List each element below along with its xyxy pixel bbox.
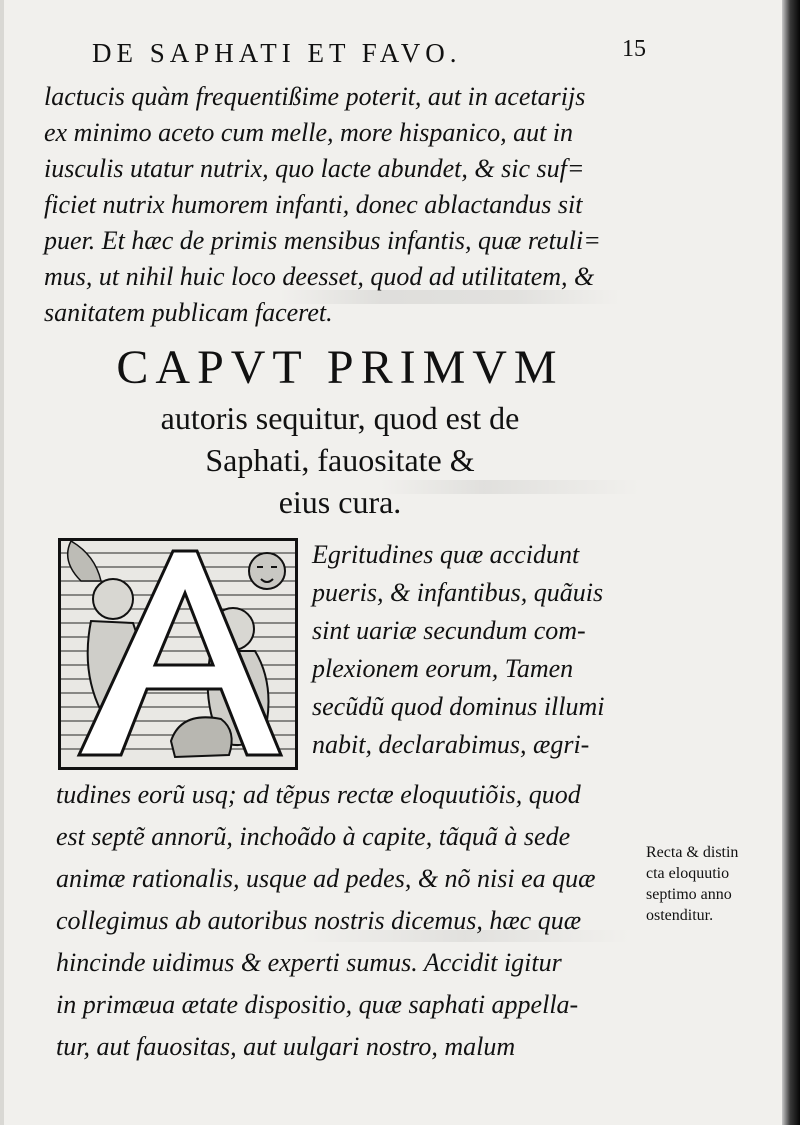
marginal-note-line: ostenditur.: [646, 907, 714, 924]
page-number: 15: [622, 36, 646, 62]
intro-line: puer. Et hæc de primis mensibus infantis, quæ retuli=: [44, 226, 601, 255]
page-edge: [0, 0, 4, 1125]
intro-line: mus, ut nihil huic loco deesset, quod ad utilitatem, &: [44, 262, 595, 291]
decorated-initial: [58, 538, 298, 770]
paragraph-line: tudines eorũ usq; ad tẽpus rectæ eloquutiõis, quod: [56, 780, 581, 809]
woodcut-initial-icon: [61, 541, 295, 767]
paragraph-line: hincinde uidimus & experti sumus. Accidit igitur: [56, 948, 562, 977]
intro-line: iusculis utatur nutrix, quo lacte abundet, & sic suf=: [44, 154, 585, 183]
marginal-note-line: septimo anno: [646, 886, 732, 903]
book-gutter: [782, 0, 800, 1125]
paragraph-line: est septẽ annorũ, inchoãdo à capite, tãquã à sede: [56, 822, 571, 851]
paragraph-line: plexionem eorum, Tamen: [312, 654, 574, 683]
paragraph-line: animæ rationalis, usque ad pedes, & nõ nisi ea quæ: [56, 864, 596, 893]
paragraph-line: secũdũ quod dominus illumi: [312, 692, 605, 721]
paragraph-line: pueris, & infantibus, quãuis: [312, 578, 604, 607]
chapter-subtitle-line: autoris sequitur, quod est de: [160, 400, 520, 436]
intro-line: ex minimo aceto cum melle, more hispanico, aut in: [44, 118, 574, 147]
marginal-note: [646, 842, 778, 926]
paragraph-line: nabit, declarabimus, ægri-: [312, 730, 590, 759]
marginal-note-line: cta eloquutio: [646, 865, 730, 882]
marginal-note-line: Recta & distin: [646, 844, 739, 861]
paragraph-line: sint uariæ secundum com-: [312, 616, 586, 645]
paragraph-line: collegimus ab autoribus nostris dicemus, hæc quæ: [56, 906, 582, 935]
chapter-subtitle-line: eius cura.: [278, 484, 402, 520]
running-head: DE SAPHATI ET FAVO.: [92, 38, 462, 68]
intro-line: lactucis quàm frequentißime poterit, aut in acetarijs: [44, 82, 586, 111]
paragraph-line: in primæua ætate dispositio, quæ saphati appella-: [56, 990, 579, 1019]
intro-line: sanitatem publicam faceret.: [44, 298, 333, 327]
chapter-subtitle-line: Saphati, fauositate &: [205, 442, 475, 478]
paragraph-line: tur, aut fauositas, aut uulgari nostro, malum: [56, 1032, 516, 1061]
intro-line: ficiet nutrix humorem infanti, donec ablactandus sit: [44, 190, 583, 219]
paragraph-line: Egritudines quæ accidunt: [312, 540, 580, 569]
chapter-heading: CAPVT PRIMVM: [116, 341, 564, 394]
